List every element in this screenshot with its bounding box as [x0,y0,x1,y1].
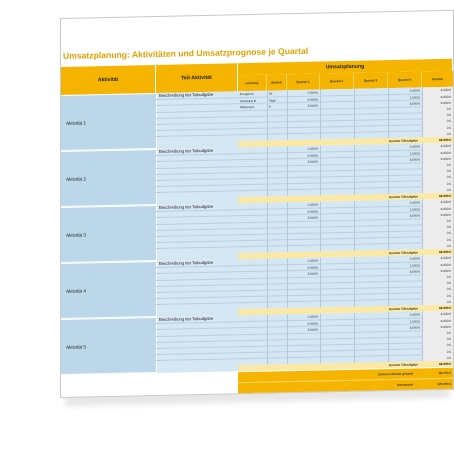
grid-column-line [267,315,268,365]
row-summe-zero: 0 € [446,243,451,248]
summe-teilaufgabe-value: 16.000 € [422,305,453,312]
subheader-quartal-1: Quartal 1 [287,74,320,91]
subheader-summe: Summe [422,71,453,88]
row-summe-zero: 0 € [446,162,451,167]
row-summe-zero: 0 € [446,349,451,354]
row-quartal-4[interactable]: 2.000 € [409,144,420,150]
row-summe: 6.000 € [440,318,451,323]
row-summe-zero: 0 € [446,237,451,242]
header-teil-aktivitaet: Teil-Aktivität [156,63,238,93]
grid-column-line [267,147,268,197]
row-summe: 6.000 € [440,150,451,155]
row-quartal-4[interactable]: 3.000 € [409,325,420,330]
grid-column-line [267,91,268,141]
row-summe-zero: 0 € [446,224,451,230]
grid-column-line [267,203,268,253]
grid-column-line [354,313,355,363]
teil-aktivitaet-cell[interactable]: Beschreibung der Teilaufgabe [156,315,238,367]
row-quartal-4[interactable]: 3.000 € [409,213,420,218]
row-quartal-1[interactable]: 5.000 € [307,97,318,102]
row-quartal-4[interactable]: 2.000 € [409,88,420,94]
row-summe-zero: 0 € [446,293,451,298]
grid-column-line [354,201,355,251]
summe-teilaufgabe-label: Summe Teilaufgabe [238,193,422,203]
grid-column-line [354,257,355,307]
row-summe: 6.000 € [440,324,451,329]
teil-aktivitaet-cell[interactable]: Beschreibung der Teilaufgabe [156,203,238,255]
row-quartal-1[interactable]: 2.000 € [307,258,318,264]
row-quartal-1[interactable]: 5.000 € [307,209,318,214]
activity-label: Aktivität 4 [61,261,156,319]
row-summe: 6.000 € [440,100,451,105]
row-summe-zero: 0 € [446,181,451,186]
header-aktivitaet: Aktivität [61,65,156,95]
summe-teilaufgabe-label: Summe Teilaufgabe [238,305,422,315]
row-quartal-4[interactable]: 1.000 € [409,263,420,268]
subheader-quartal-4: Quartal 4 [388,71,422,88]
row-summe-zero: 0 € [446,131,451,136]
header-umsatzplanung: Umsatzplanung [238,59,453,76]
row-summe: 6.000 € [440,156,451,161]
row-summe-zero: 0 € [446,187,451,192]
grid-column-line [320,314,321,364]
summe-teilaufgabe-label: Summe Teilaufgabe [238,361,422,371]
row-summe: 6.000 € [440,268,451,273]
row-quartal-1[interactable]: 2.000 € [307,146,318,152]
row-summe-zero: 0 € [446,119,451,124]
row-quartal-4[interactable]: 2.000 € [409,312,420,318]
row-summe: 4.000 € [440,312,451,317]
row-einheit[interactable]: h [269,104,271,109]
grid-column-line [354,145,355,195]
row-leistung[interactable]: Wartung C [240,104,255,110]
row-summe-zero: 0 € [446,106,451,111]
row-summe-zero: 0 € [446,112,451,118]
grid-column-line [267,259,268,309]
row-quartal-1[interactable]: 5.000 € [307,265,318,270]
row-leistung[interactable]: Schulung B [240,98,256,103]
row-quartal-1[interactable]: 3.000 € [307,271,318,276]
row-quartal-4[interactable]: 1.000 € [409,319,420,324]
row-summe: 4.000 € [440,256,451,261]
row-quartal-1[interactable]: 3.000 € [307,215,318,220]
row-summe-zero: 0 € [446,231,451,236]
row-summe-zero: 0 € [446,125,451,130]
spreadsheet [60,10,454,398]
row-summe-zero: 0 € [446,336,451,342]
row-summe: 6.000 € [440,212,451,217]
teil-summe-spacer [156,365,238,373]
row-quartal-1[interactable]: 2.000 € [307,314,318,320]
summe-teilaufgabe-value: 16.000 € [422,193,453,200]
activity-label: Aktivität 5 [61,317,156,375]
teil-aktivitaet-cell[interactable]: Beschreibung der Teilaufgabe [156,259,238,311]
total-gesamt-label: Summe Umsatz gesamt [378,371,413,377]
activity-label: Aktivität 1 [61,93,156,151]
row-quartal-1[interactable]: 3.000 € [307,327,318,332]
row-summe-zero: 0 € [446,274,451,279]
row-quartal-4[interactable]: 1.000 € [409,95,420,100]
row-summe: 4.000 € [440,88,451,93]
row-summe: 6.000 € [440,262,451,267]
row-summe-zero: 0 € [446,168,451,174]
row-summe-zero: 0 € [446,330,451,335]
row-quartal-1[interactable]: 2.000 € [307,202,318,208]
row-quartal-4[interactable]: 1.000 € [409,207,420,212]
row-quartal-1[interactable]: 2.000 € [307,90,318,96]
row-summe: 6.000 € [440,206,451,211]
activity-label: Aktivität 2 [61,149,156,207]
subheader-quartal-2: Quartal 2 [320,73,354,90]
row-summe: 4.000 € [440,200,451,205]
row-quartal-1[interactable]: 3.000 € [307,159,318,164]
row-quartal-1[interactable]: 5.000 € [307,153,318,158]
row-summe: 6.000 € [440,94,451,99]
total-umsatzziel-label: Umsatzziel [397,382,413,387]
total-gesamt-value: 80.750 € [438,370,451,376]
row-summe-zero: 0 € [446,355,451,360]
row-summe-zero: 0 € [446,343,451,348]
row-summe-zero: 0 € [446,175,451,180]
row-summe: 4.000 € [440,144,451,149]
row-quartal-4[interactable]: 2.000 € [409,256,420,262]
grid-column-line [320,202,321,252]
subheader-quartal-3: Quartal 3 [354,72,388,89]
total-umsatzziel-value: 120.000 € [437,381,451,387]
grid-column-line [320,258,321,308]
grid-column-line [354,89,355,139]
row-quartal-4[interactable]: 3.000 € [409,269,420,274]
row-summe-zero: 0 € [446,218,451,223]
row-quartal-1[interactable]: 3.000 € [307,103,318,108]
teil-aktivitaet-cell[interactable]: Beschreibung der Teilaufgabe [156,91,238,143]
grid-column-line [320,90,321,140]
row-einheit[interactable]: St. [269,91,273,97]
row-quartal-4[interactable]: 3.000 € [409,101,420,106]
summe-teilaufgabe-value: 16.000 € [422,361,453,368]
row-quartal-4[interactable]: 3.000 € [409,157,420,162]
row-summe-zero: 0 € [446,280,451,286]
row-quartal-1[interactable]: 5.000 € [307,321,318,326]
row-einheit[interactable]: Tage [269,98,276,103]
row-leistung[interactable]: Produkt A [240,92,254,97]
row-quartal-4[interactable]: 1.000 € [409,151,420,156]
subheader-leistung: Leistung [238,75,267,92]
summe-teilaufgabe-label: Summe Teilaufgabe [238,249,422,259]
page-title: Umsatzplanung: Aktivitäten und Umsatzprognose je Quartal [63,45,309,61]
grid-column-line [320,146,321,196]
row-summe-zero: 0 € [446,299,451,304]
subheader-einheit: Einheit [267,74,287,90]
summe-teilaufgabe-value: 16.000 € [422,249,453,256]
activity-label: Aktivität 3 [61,205,156,263]
row-quartal-4[interactable]: 2.000 € [409,200,420,206]
row-summe-zero: 0 € [446,287,451,292]
summe-teilaufgabe-value: 16.000 € [422,137,453,144]
summe-teilaufgabe-label: Summe Teilaufgabe [238,137,422,147]
teil-aktivitaet-cell[interactable]: Beschreibung der Teilaufgabe [156,147,238,199]
